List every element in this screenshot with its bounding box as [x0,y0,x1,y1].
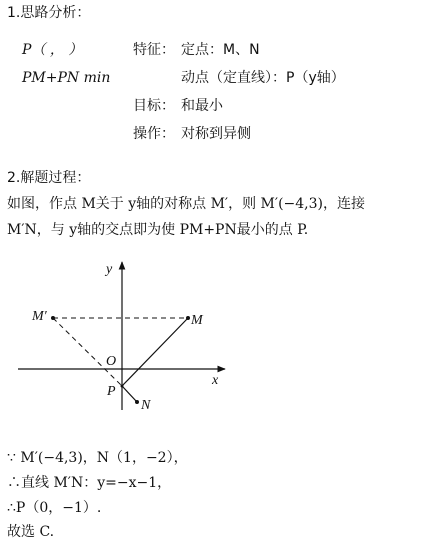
segment-m-n [122,318,188,386]
line-equation: ∴直线 M′N：y=−x−1， [7,475,172,491]
point-p-template: P（ ， ） [22,42,83,58]
operation-label: 操作： [133,126,175,142]
label-mprime: M′ [32,309,47,324]
goal-label: 目标： [133,98,175,114]
label-n: N [141,398,151,413]
point-m [186,316,190,320]
solution-heading: 2.解题过程： [7,170,91,186]
moving-point-text: 动点（定直线）：P（y轴） [181,70,345,86]
segment-mprime-p [53,318,122,386]
solution-text-line-1: 如图，作点 M关于 y轴的对称点 M′，则 M′(−4,3)，连接 [7,196,365,212]
label-origin: O [106,354,117,369]
feature-label: 特征： [133,42,175,58]
solution-text-line-2: M′N，与 y轴的交点即为使 PM+PN最小的点 P. [7,222,309,238]
point-p-result: ∴P（0，−1）. [7,500,102,516]
point-mprime [51,316,55,320]
operation-value: 对称到异侧 [181,126,251,142]
goal-value: 和最小 [181,98,223,114]
label-m: M [191,313,203,328]
analysis-heading: 1.思路分析： [7,5,91,21]
answer-line: 故选 C. [7,524,55,540]
label-p: P [107,384,116,399]
fixed-points-text: 定点：M、N [181,42,260,58]
given-line: ∵ M′(−4,3)，N（1，−2）， [7,450,188,466]
objective-expression: PM+PN min [22,70,111,86]
point-n [135,400,139,404]
label-x: x [212,373,219,388]
segment-p-n [122,386,137,402]
label-y: y [106,262,113,277]
point-p [121,385,124,388]
